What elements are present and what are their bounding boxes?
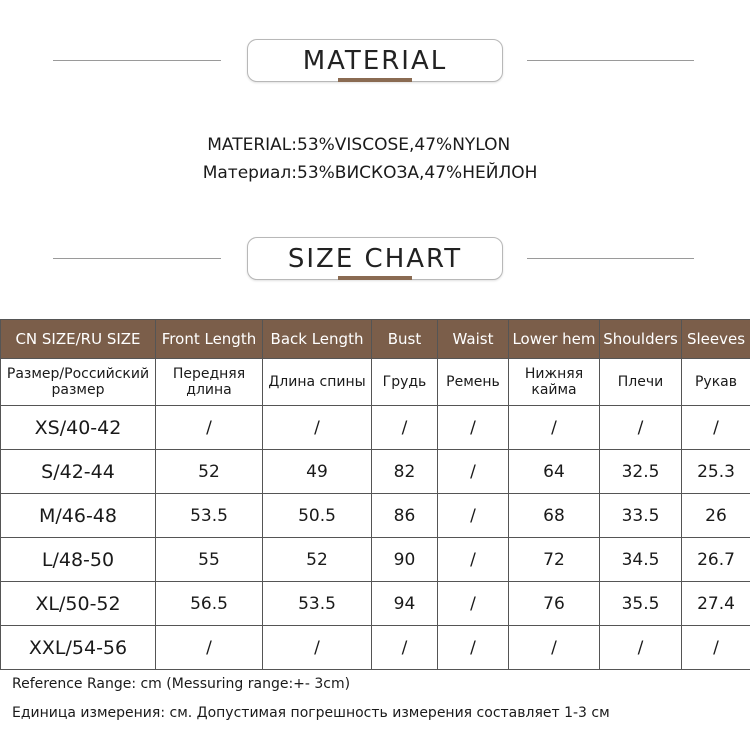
waist-cell: / <box>438 450 509 494</box>
front-length-cell: 53.5 <box>156 494 263 538</box>
ru-header-sleeves: Рукав <box>682 359 750 406</box>
waist-cell: / <box>438 626 509 670</box>
front-length-cell: / <box>156 406 263 450</box>
back-length-cell: 50.5 <box>263 494 372 538</box>
size-cell: L/48-50 <box>1 538 156 582</box>
back-length-cell: 53.5 <box>263 582 372 626</box>
table-row <box>1 582 750 626</box>
lower-hem-cell: 64 <box>509 450 600 494</box>
sleeves-cell: 26.7 <box>682 538 750 582</box>
sleeves-cell: / <box>682 406 750 450</box>
size-cell: M/46-48 <box>1 494 156 538</box>
header-lower-hem: Lower hem <box>509 320 600 359</box>
size-chart-title <box>247 237 503 280</box>
waist-cell: / <box>438 494 509 538</box>
header-waist: Waist <box>438 320 509 359</box>
waist-cell: / <box>438 582 509 626</box>
bust-cell: / <box>372 626 438 670</box>
sleeves-cell: 25.3 <box>682 450 750 494</box>
back-length-cell: 49 <box>263 450 372 494</box>
back-length-cell: / <box>263 626 372 670</box>
front-length-cell: 55 <box>156 538 263 582</box>
bust-cell: 94 <box>372 582 438 626</box>
header-row <box>1 320 750 359</box>
front-length-cell: 52 <box>156 450 263 494</box>
bust-cell: 90 <box>372 538 438 582</box>
bust-cell: / <box>372 406 438 450</box>
size-rule-right <box>527 258 694 259</box>
bust-cell: 82 <box>372 450 438 494</box>
size-cell: S/42-44 <box>1 450 156 494</box>
shoulders-cell: 33.5 <box>600 494 682 538</box>
size-rule-left <box>53 258 221 259</box>
header-back-length: Back Length <box>263 320 372 359</box>
material-ru-line <box>0 163 750 183</box>
material-ru-label: Материал: <box>202 163 297 183</box>
header-shoulders: Shoulders <box>600 320 682 359</box>
back-length-cell: 52 <box>263 538 372 582</box>
header-bust: Bust <box>372 320 438 359</box>
material-en-value: 53%VISCOSE,47%NYLON <box>297 135 511 155</box>
reference-range-note-ru: Единица измерения: см. Допустимая погрешность измерения составляет 1-3 см <box>12 705 610 721</box>
table-row <box>1 406 750 450</box>
lower-hem-cell: / <box>509 626 600 670</box>
header-sleeves: Sleeves <box>682 320 750 359</box>
ru-header-waist: Ремень <box>438 359 509 406</box>
header-size: CN SIZE/RU SIZE <box>1 320 156 359</box>
shoulders-cell: 34.5 <box>600 538 682 582</box>
size-cell: XXL/54-56 <box>1 626 156 670</box>
lower-hem-cell: 68 <box>509 494 600 538</box>
material-rule-left <box>53 60 221 61</box>
sleeves-cell: / <box>682 626 750 670</box>
table-row <box>1 626 750 670</box>
sleeves-cell: 27.4 <box>682 582 750 626</box>
lower-hem-cell: 76 <box>509 582 600 626</box>
bust-cell: 86 <box>372 494 438 538</box>
ru-header-front-length: Передняя длина <box>156 359 263 406</box>
ru-header-shoulders: Плечи <box>600 359 682 406</box>
table-row <box>1 450 750 494</box>
material-title-accent <box>338 78 412 82</box>
lower-hem-cell: 72 <box>509 538 600 582</box>
front-length-cell: 56.5 <box>156 582 263 626</box>
lower-hem-cell: / <box>509 406 600 450</box>
size-chart-title-text: SIZE CHART <box>287 243 463 274</box>
table-row <box>1 538 750 582</box>
material-en-label: MATERIAL: <box>207 135 297 155</box>
material-en-line <box>0 135 750 155</box>
shoulders-cell: 35.5 <box>600 582 682 626</box>
shoulders-cell: / <box>600 626 682 670</box>
ru-header-lower-hem: Нижняя кайма <box>509 359 600 406</box>
ru-header-row <box>1 359 750 406</box>
waist-cell: / <box>438 538 509 582</box>
shoulders-cell: 32.5 <box>600 450 682 494</box>
header-front-length: Front Length <box>156 320 263 359</box>
waist-cell: / <box>438 406 509 450</box>
size-cell: XL/50-52 <box>1 582 156 626</box>
back-length-cell: / <box>263 406 372 450</box>
ru-header-bust: Грудь <box>372 359 438 406</box>
ru-header-size: Размер/Российский размер <box>1 359 156 406</box>
shoulders-cell: / <box>600 406 682 450</box>
material-title <box>247 39 503 82</box>
material-title-text: MATERIAL <box>302 45 448 76</box>
size-chart-title-accent <box>338 276 412 280</box>
material-rule-right <box>527 60 694 61</box>
size-cell: XS/40-42 <box>1 406 156 450</box>
table-row <box>1 494 750 538</box>
material-ru-value: 53%ВИСКОЗА,47%НЕЙЛОН <box>297 163 538 183</box>
ru-header-back-length: Длина спины <box>263 359 372 406</box>
front-length-cell: / <box>156 626 263 670</box>
sleeves-cell: 26 <box>682 494 750 538</box>
size-table <box>0 319 750 670</box>
reference-range-note-en: Reference Range: cm (Messuring range:+- 3cm) <box>12 676 351 692</box>
